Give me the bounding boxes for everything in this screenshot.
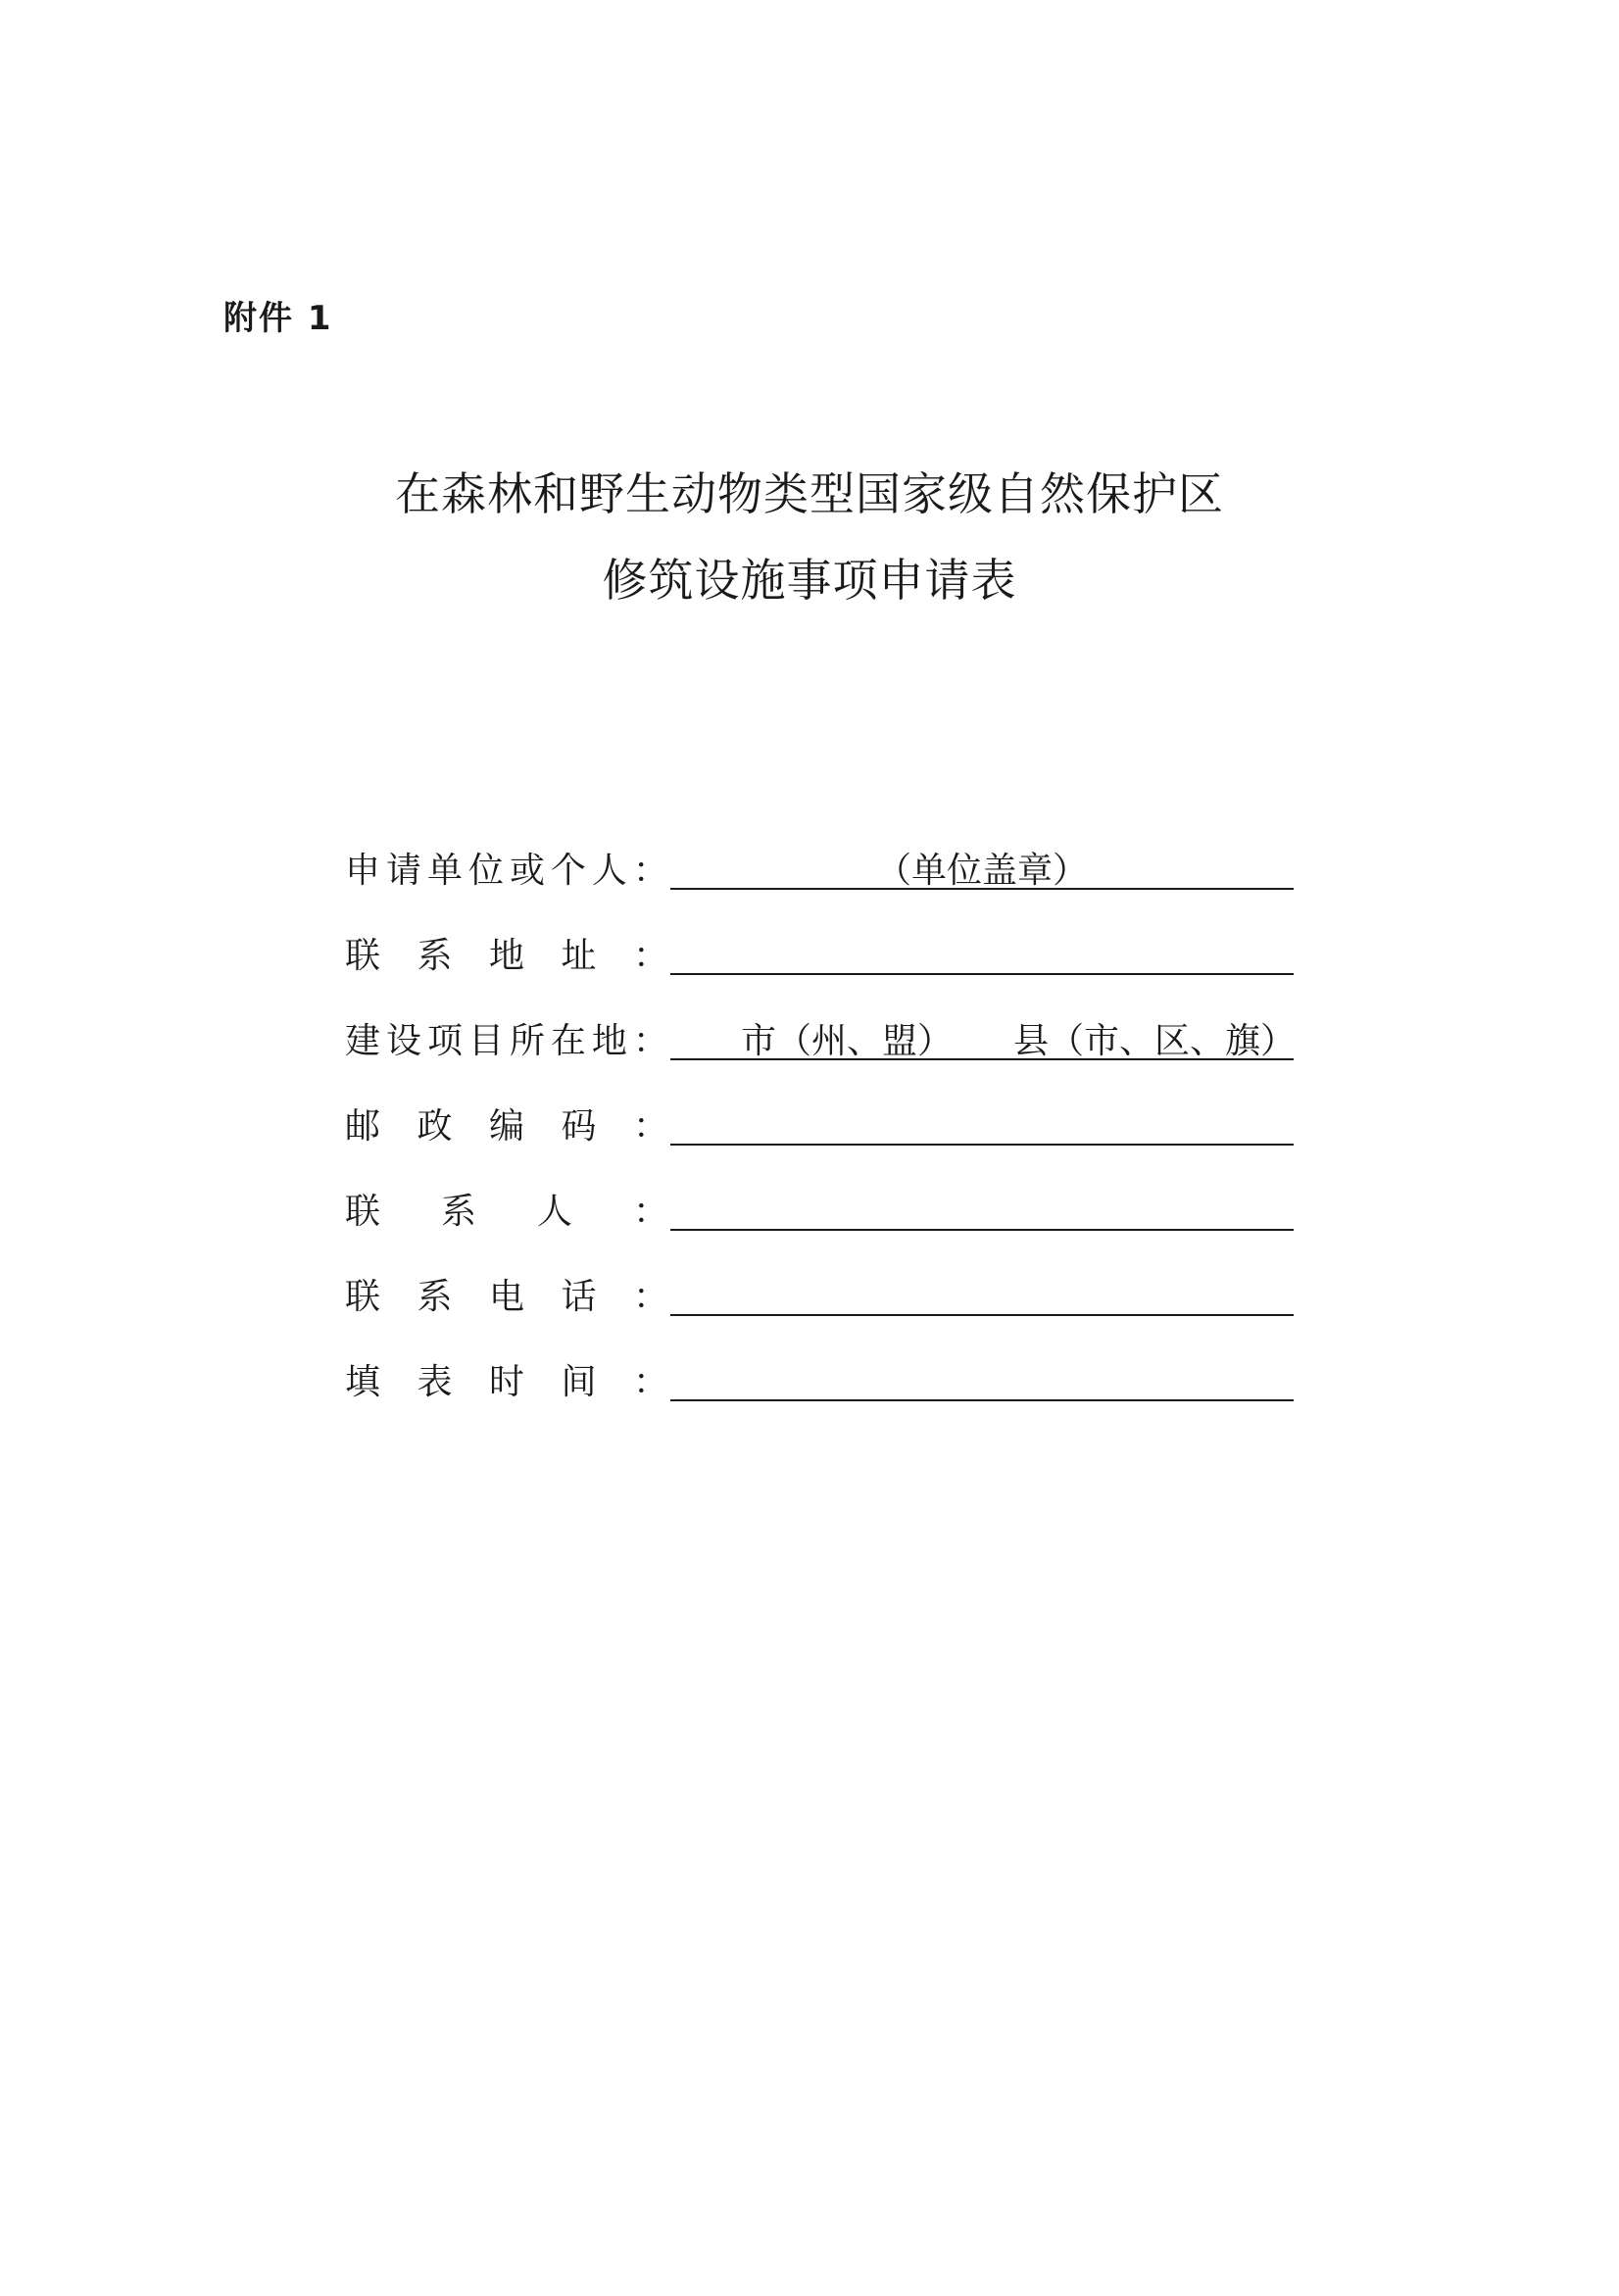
attachment-label: 附件 1 (223, 299, 333, 338)
label-char: 系 (440, 1192, 476, 1232)
label-char: 人 (591, 851, 627, 891)
label-char: 人 (536, 1192, 572, 1232)
row-date (345, 1344, 1345, 1430)
label-char: 项 (426, 1021, 463, 1061)
seal-note: （单位盖章） (875, 851, 1088, 891)
label-char: 电 (488, 1277, 524, 1317)
label-char: 码 (561, 1106, 597, 1147)
label-colon: ： (632, 1362, 668, 1402)
row-phone (345, 1259, 1345, 1344)
label-char: 填 (345, 1362, 381, 1402)
label-char: 表 (417, 1362, 453, 1402)
label-char: 单 (426, 851, 463, 891)
label-char: 邮 (345, 1106, 381, 1147)
row-contact (345, 1174, 1345, 1259)
label-char: 话 (561, 1277, 597, 1317)
label-colon: ： (632, 1192, 668, 1232)
field-address[interactable] (670, 973, 1294, 975)
location-county-suffix: 县（市、区、旗） (1013, 1021, 1297, 1061)
label-char: 联 (345, 1192, 381, 1232)
label-location (345, 1013, 668, 1063)
field-postcode[interactable] (670, 1144, 1294, 1146)
label-applicant (345, 843, 668, 893)
label-char: 申 (345, 851, 381, 891)
label-char: 址 (561, 936, 597, 976)
label-date (345, 1354, 668, 1404)
field-phone[interactable] (670, 1314, 1294, 1316)
location-city-suffix: 市（州、盟） (741, 1021, 954, 1061)
label-colon: ： (632, 1277, 668, 1317)
label-char: 个 (550, 851, 586, 891)
label-char: 建 (345, 1021, 381, 1061)
label-char: 联 (345, 1277, 381, 1317)
label-char: 系 (417, 936, 453, 976)
label-colon: ： (632, 1106, 668, 1147)
label-phone (345, 1269, 668, 1319)
label-char: 编 (488, 1106, 524, 1147)
label-char: 地 (488, 936, 524, 976)
row-location (345, 1003, 1345, 1089)
label-char: 在 (550, 1021, 586, 1061)
label-char: 间 (561, 1362, 597, 1402)
label-char: 时 (488, 1362, 524, 1402)
label-char: 所 (509, 1021, 545, 1061)
label-colon: ： (632, 851, 668, 891)
field-date[interactable] (670, 1399, 1294, 1401)
label-char: 系 (417, 1277, 453, 1317)
label-contact (345, 1184, 668, 1234)
label-char: 位 (467, 851, 504, 891)
label-char: 地 (591, 1021, 627, 1061)
label-char: 请 (385, 851, 421, 891)
label-char: 政 (417, 1106, 453, 1147)
application-form (345, 833, 1345, 1430)
label-char: 设 (385, 1021, 421, 1061)
label-char: 目 (467, 1021, 504, 1061)
label-char: 或 (509, 851, 545, 891)
title-line-2: 修筑设施事项申请表 (602, 554, 1017, 607)
label-address (345, 928, 668, 978)
label-char: 联 (345, 936, 381, 976)
label-colon: ： (632, 1021, 668, 1061)
row-postcode (345, 1089, 1345, 1174)
field-contact[interactable] (670, 1229, 1294, 1231)
label-colon: ： (632, 936, 668, 976)
label-postcode (345, 1099, 668, 1148)
row-applicant (345, 833, 1345, 918)
row-address (345, 918, 1345, 1003)
title-line-1: 在森林和野生动物类型国家级自然保护区 (395, 467, 1224, 520)
